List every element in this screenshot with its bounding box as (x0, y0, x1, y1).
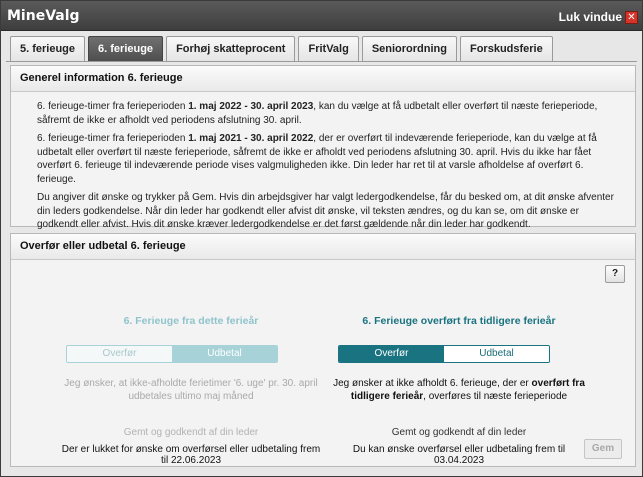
transfer-panel (10, 233, 636, 467)
tab-seniorordning[interactable]: Seniorordning (362, 36, 457, 62)
current-year-note: Der er lukket for ønske om overførsel eller udbetaling frem til 22.06.2023 (61, 444, 321, 466)
save-button[interactable]: Gem (584, 439, 622, 459)
previous-year-toggle (338, 345, 550, 363)
previous-year-description: Jeg ønsker at ikke afholdt 6. ferieuge, der er overført fra tidligere ferieår, overføres til næste ferieperiode (333, 378, 585, 402)
tab-forskudsferie[interactable]: Forskudsferie (460, 36, 553, 62)
previous-year-payout-option[interactable]: Udbetal (444, 346, 549, 362)
tab-divider (6, 61, 637, 62)
info-paragraph-3: Du angiver dit ønske og trykker på Gem. Hvis din arbejdsgiver har valgt ledergodkendelse, får du besked om, at dit ønske afventer din leders godkendelse. Når din leder har godkendt eller afvist dit ønske, vil teksten ændres, og du kan se, om dit ønske er godkendt eller afvist. Hvis dit ønske kræver ledergodkendelse er det først gældende når din leder har godkendt. (37, 192, 614, 230)
close-window-button[interactable] (559, 9, 638, 25)
tab-6-ferieuge[interactable]: 6. ferieuge (88, 36, 163, 62)
help-button[interactable]: ? (605, 265, 625, 283)
transfer-heading: Overfør eller udbetal 6. ferieuge (11, 234, 635, 260)
close-icon[interactable]: ✕ (625, 11, 638, 24)
previous-year-status: Gemt og godkendt af din leder (391, 427, 527, 438)
previous-year-title: 6. Ferieuge overført fra tidligere ferieår (362, 315, 556, 327)
current-year-payout-option[interactable]: Udbetal (172, 346, 277, 362)
previous-year-transfer-option[interactable]: Overfør (339, 346, 444, 362)
current-year-title: 6. Ferieuge fra dette ferieår (123, 315, 259, 327)
close-window-label: Luk vindue (558, 10, 622, 24)
current-year-description: Jeg ønsker, at ikke-afholdte ferietimer '6. uge' pr. 30. april udbetales ultimo maj måned (64, 378, 318, 402)
general-info-heading: Generel information 6. ferieuge (11, 66, 635, 92)
info-paragraph-2: 6. ferieuge-timer fra ferieperioden 1. maj 2021 - 30. april 2022, der er overført til indeværende ferieperiode, kan du vælge at få udbetalt eller overført til næste ferieperiode, såfremt de ikke er afholdt ved periodens afslutning 30. april. Hvis du ikke har fået overført 6. ferieuge til indeværende periode vises valgmuligheden ikke. Din leder har ret til at varsle afholdelse af overført 6. ferieuge. (37, 133, 597, 185)
tab-forhøj-skatteprocent[interactable]: Forhøj skatteprocent (166, 36, 295, 62)
previous-year-note: Du kan ønske overførsel eller udbetaling frem til 03.04.2023 (352, 444, 566, 466)
tab-fritvalg[interactable]: FritValg (298, 36, 358, 62)
title-bar (1, 1, 642, 31)
general-info-panel (10, 65, 636, 230)
current-year-transfer-option[interactable]: Overfør (67, 346, 172, 362)
current-year-toggle (66, 345, 278, 363)
tab-bar (10, 36, 553, 62)
app-title: MineValg (7, 8, 80, 24)
tab-5-ferieuge[interactable]: 5. ferieuge (10, 36, 85, 62)
current-year-status: Gemt og godkendt af din leder (123, 427, 259, 438)
info-paragraph-1: 6. ferieuge-timer fra ferieperioden 1. maj 2022 - 30. april 2023, kan du vælge at få udbetalt eller overført til næste ferieperiode, såfremt de ikke er afholdt ved periodens afslutning 30. april. (37, 101, 598, 126)
